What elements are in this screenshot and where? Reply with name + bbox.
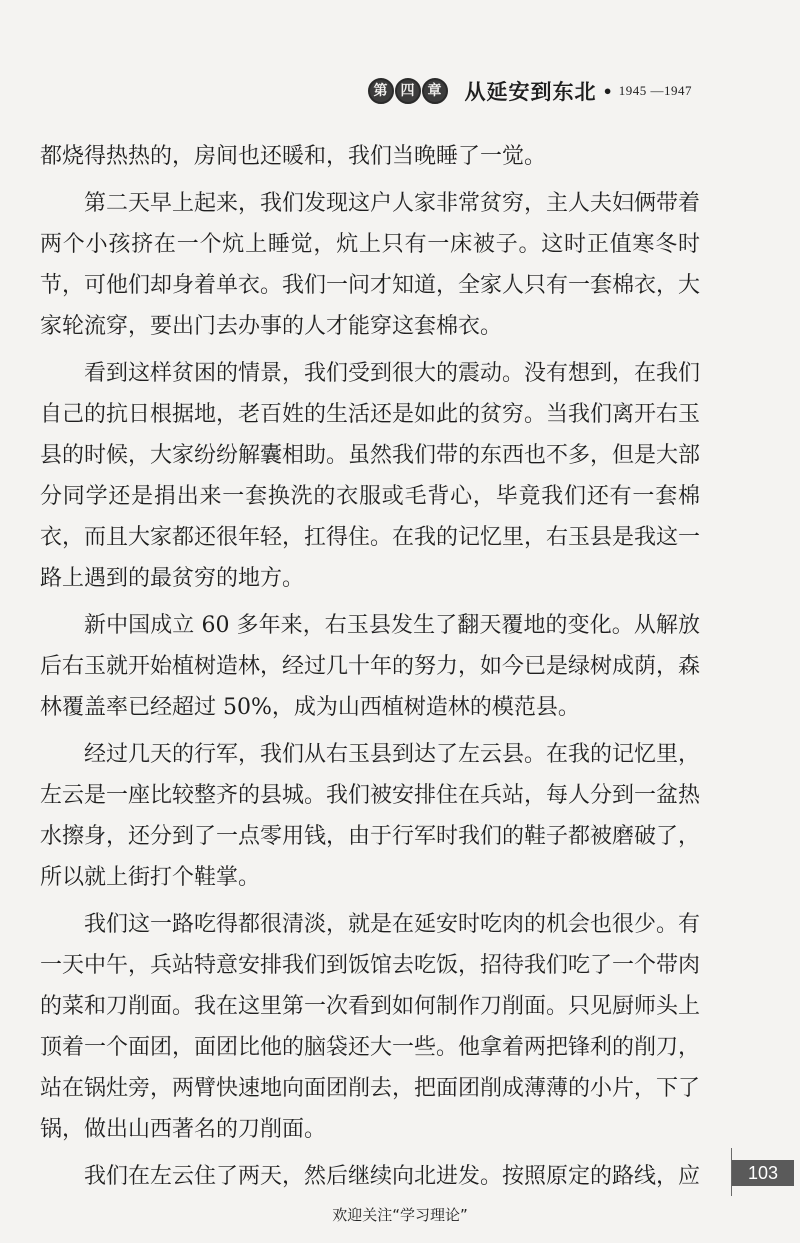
paragraph: 我们在左云住了两天，然后继续向北进发。按照原定的路线，应 xyxy=(84,1164,701,1189)
paragraph: 新中国成立 60 多年来，右玉县发生了翻天覆地的变化。从解放后右玉就开始植树造林，经过几十年的努力，如今已是绿树成荫，森林覆盖率已经超过 50%，成为山西植树造林的模范县。 xyxy=(40,613,701,720)
page-body xyxy=(40,136,700,1203)
chapter-years: 1945 —1947 xyxy=(618,83,692,98)
chapter-badge-char: 第 xyxy=(368,78,394,104)
paragraph: 看到这样贫困的情景，我们受到很大的震动。没有想到，在我们自己的抗日根据地，老百姓的生活还是如此的贫穷。当我们离开右玉县的时候，大家纷纷解囊相助。虽然我们带的东西也不多，但是大部分同学还是捐出来一套换洗的衣服或毛背心，毕竟我们还有一套棉衣，而且大家都还很年轻，扛得住。在我的记忆里，右玉县是我这一路上遇到的最贫穷的地方。 xyxy=(40,361,701,591)
chapter-badge-char: 四 xyxy=(395,78,421,104)
page-number: 103 xyxy=(732,1160,794,1186)
paragraph: 第二天早上起来，我们发现这户人家非常贫穷，主人夫妇俩带着两个小孩挤在一个炕上睡觉，炕上只有一床被子。这时正值寒冬时节，可他们却身着单衣。我们一问才知道，全家人只有一套棉衣，大家轮流穿，要出门去办事的人才能穿这套棉衣。 xyxy=(40,191,701,339)
paragraph: 我们这一路吃得都很清淡，就是在延安时吃肉的机会也很少。有一天中午，兵站特意安排我们到饭馆去吃饭，招待我们吃了一个带肉的菜和刀削面。我在这里第一次看到如何制作刀削面。只见厨师头上顶着一个面团，面团比他的脑袋还大一些。他拿着两把锋利的削刀，站在锅灶旁，两臂快速地向面团削去，把面团削成薄薄的小片，下了锅，做出山西著名的刀削面。 xyxy=(40,912,701,1142)
paragraph: 经过几天的行军，我们从右玉县到达了左云县。在我的记忆里，左云是一座比较整齐的县城。我们被安排住在兵站，每人分到一盆热水擦身，还分到了一点零用钱，由于行军时我们的鞋子都被磨破了，所以就上街打个鞋掌。 xyxy=(40,742,701,890)
chapter-badge-char: 章 xyxy=(422,78,448,104)
chapter-badge xyxy=(368,78,449,104)
running-header xyxy=(368,76,692,106)
paragraph: 都烧得热热的，房间也还暖和，我们当晚睡了一觉。 xyxy=(40,144,547,169)
chapter-title: 从延安到东北 xyxy=(464,80,597,104)
footer-caption: 欢迎关注“学习理论” xyxy=(332,1206,468,1224)
header-separator-dot: • xyxy=(602,81,613,101)
